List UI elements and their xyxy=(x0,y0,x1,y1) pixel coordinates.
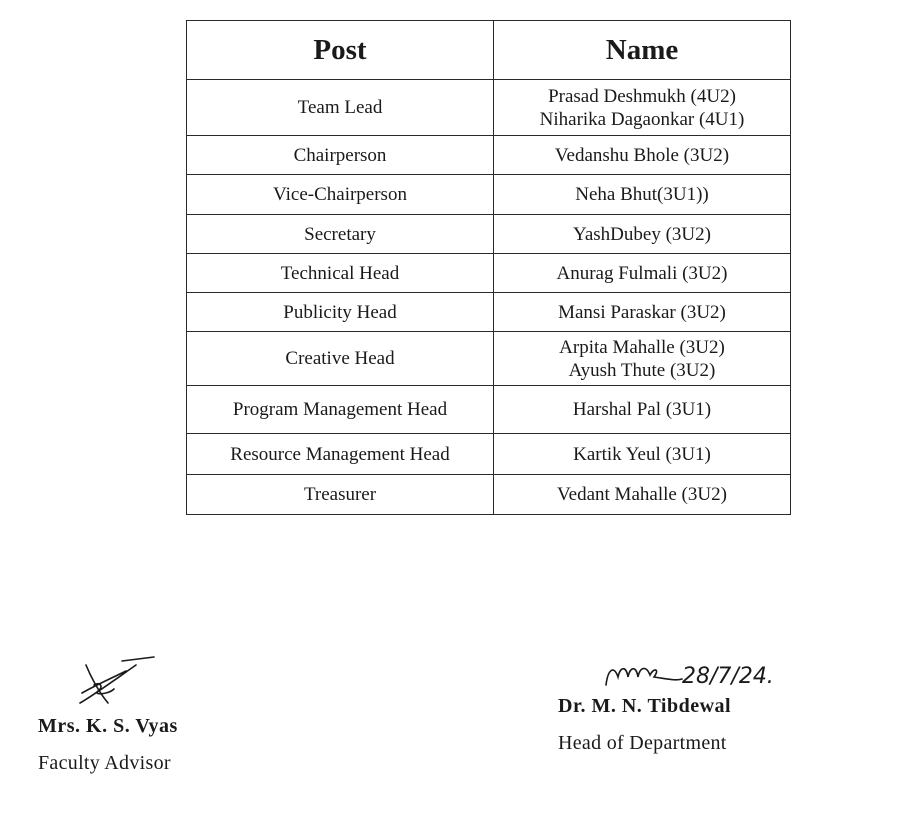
table-row xyxy=(187,215,791,254)
member-name: Harshal Pal (3U1) xyxy=(572,399,712,420)
member-name: YashDubey (3U2) xyxy=(573,223,711,245)
advisor-name: Mrs. K. S. Vyas xyxy=(38,715,178,737)
member-name: Anurag Fulmali (3U2) xyxy=(556,262,728,284)
member-name: Vedant Mahalle (3U2) xyxy=(557,484,727,505)
name-cell xyxy=(494,254,791,293)
name-cell xyxy=(494,136,791,175)
name-cell xyxy=(494,332,791,386)
member-name: Vedanshu Bhole (3U2) xyxy=(554,144,730,166)
committee-table xyxy=(186,20,791,515)
table-row xyxy=(187,293,791,332)
member-name: Mansi Paraskar (3U2) xyxy=(558,301,726,323)
name-column-header: Name xyxy=(494,21,791,80)
name-cell xyxy=(494,175,791,215)
name-cell xyxy=(494,475,791,515)
post-cell: Secretary xyxy=(187,215,494,254)
hod-signature-date: 28/7/24. xyxy=(682,664,774,689)
member-name: Prasad Deshmukh (4U2) xyxy=(548,85,736,107)
member-name: Niharika Dagaonkar (4U1) xyxy=(539,108,745,130)
member-name: Ayush Thute (3U2) xyxy=(568,359,716,381)
name-cell xyxy=(494,80,791,136)
table-row xyxy=(187,332,791,386)
hod-role: Head of Department xyxy=(558,732,727,754)
member-name: Arpita Mahalle (3U2) xyxy=(559,336,725,358)
post-cell: Treasurer xyxy=(187,475,494,515)
post-cell: Publicity Head xyxy=(187,293,494,332)
post-cell: Chairperson xyxy=(187,136,494,175)
name-cell xyxy=(494,434,791,475)
hod-signature-block xyxy=(558,655,858,755)
post-cell: Program Management Head xyxy=(187,386,494,434)
advisor-signature-block xyxy=(38,655,238,775)
post-cell: Vice-Chairperson xyxy=(187,175,494,215)
table-header-row xyxy=(187,21,791,80)
advisor-signature-mark xyxy=(38,655,178,715)
post-column-header: Post xyxy=(187,21,494,80)
hod-signature-mark xyxy=(558,655,848,693)
post-cell: Resource Management Head xyxy=(187,434,494,475)
table-row xyxy=(187,386,791,434)
table-row xyxy=(187,254,791,293)
member-name: Kartik Yeul (3U1) xyxy=(573,443,711,465)
post-cell: Creative Head xyxy=(187,332,494,386)
post-cell: Technical Head xyxy=(187,254,494,293)
name-cell xyxy=(494,293,791,332)
member-name: Neha Bhut(3U1)) xyxy=(575,184,709,205)
table-row xyxy=(187,136,791,175)
table-row xyxy=(187,434,791,475)
table-row xyxy=(187,175,791,215)
post-cell: Team Lead xyxy=(187,80,494,136)
name-cell xyxy=(494,215,791,254)
table-body xyxy=(187,80,791,515)
table-row xyxy=(187,475,791,515)
table-row xyxy=(187,80,791,136)
name-cell xyxy=(494,386,791,434)
advisor-role: Faculty Advisor xyxy=(38,752,171,774)
hod-name: Dr. M. N. Tibdewal xyxy=(558,695,732,717)
